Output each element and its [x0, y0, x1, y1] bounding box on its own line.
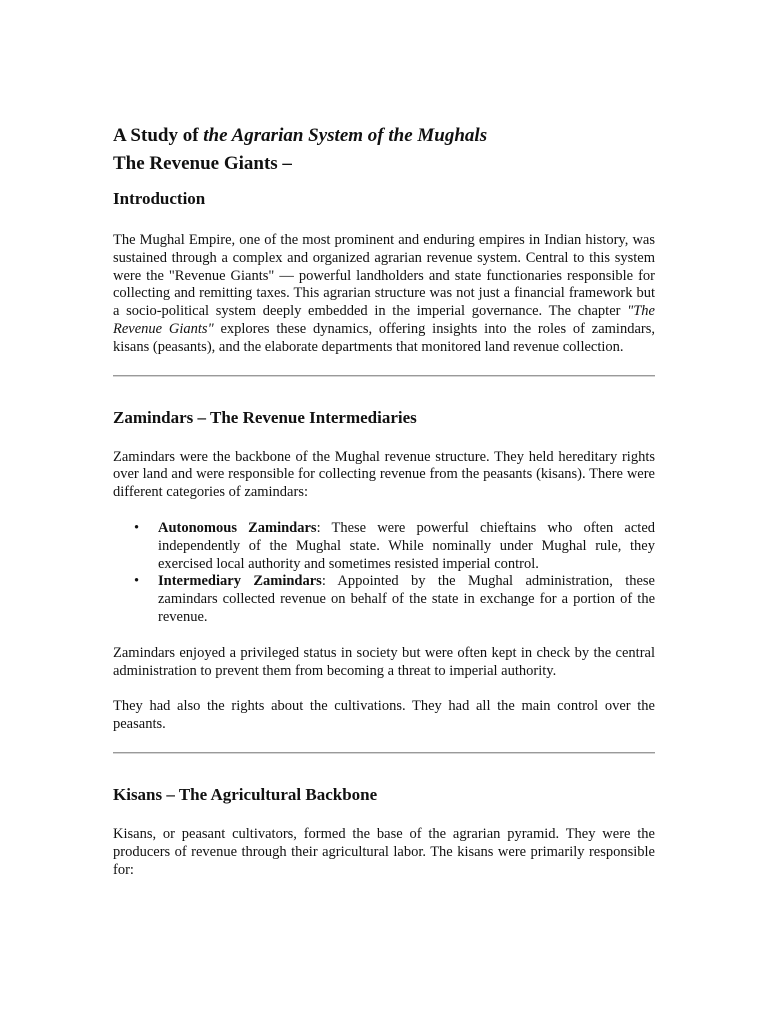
list-item-term: Intermediary Zamindars [158, 573, 322, 590]
zamindar-types-list [113, 520, 655, 627]
list-item [134, 519, 656, 573]
list-item-text: : Appointed by the Mughal administration, these zamindars collected revenue on behalf of the state in exchange for a portion of the revenue. [158, 573, 655, 625]
intro-text-italic: "The Revenue Giants" [113, 303, 655, 337]
document-title [113, 122, 655, 150]
bullet-icon: • [134, 573, 140, 590]
kisans-paragraph-1: Kisans, or peasant cultivators, formed the base of the agrarian pyramid. They were the producers of revenue through their agricultural labor. The kisans were primarily responsible for: [113, 825, 655, 878]
list-item [134, 573, 655, 626]
intro-text-before: The Mughal Empire, one of the most prominent and enduring empires in Indian history, was sustained through a complex and organized agrarian revenue system. Central to this system were the "Revenue Giants" — powerful landholders and state functionaries responsible for collecting and remitting taxes. This agrarian structure was not just a financial framework but a socio-political system deeply embedded in the imperial governance. The chapter [113, 232, 655, 320]
bullet-icon: • [134, 519, 140, 536]
list-item-text: : These were powerful chieftains who often acted independently of the Mughal state. While nominally under Mughal rule, they exercised local authority and sometimes resisted imperial control. [158, 519, 656, 572]
title-prefix: A Study of [113, 125, 204, 146]
list-item-term: Autonomous Zamindars [158, 519, 317, 536]
zamindars-heading: Zamindars – The Revenue Intermediaries [113, 407, 417, 427]
intro-text-after: explores these dynamics, offering insights into the roles of zamindars, kisans (peasants), and the elaborate departments that monitored land revenue collection. [113, 320, 655, 355]
zamindars-paragraph-1: Zamindars were the backbone of the Mughal revenue structure. They held hereditary rights over land and were responsible for collecting revenue from the peasants (kisans). There were different categories of zamindars: [113, 448, 655, 501]
zamindars-paragraph-2: Zamindars enjoyed a privileged status in society but were often kept in check by the central administration to prevent them from becoming a threat to imperial authority. [113, 644, 655, 679]
section-divider [113, 752, 655, 754]
title-italic: the Agrarian System of the Mughals [203, 125, 488, 146]
kisans-heading: Kisans – The Agricultural Backbone [113, 784, 378, 804]
intro-heading: Introduction [113, 189, 206, 208]
document-subtitle: The Revenue Giants – [113, 153, 292, 174]
section-divider [113, 375, 655, 377]
intro-paragraph [113, 232, 655, 357]
zamindars-paragraph-3: They had also the rights about the cultivations. They had all the main control over the peasants. [113, 698, 655, 733]
document-page [113, 122, 655, 879]
